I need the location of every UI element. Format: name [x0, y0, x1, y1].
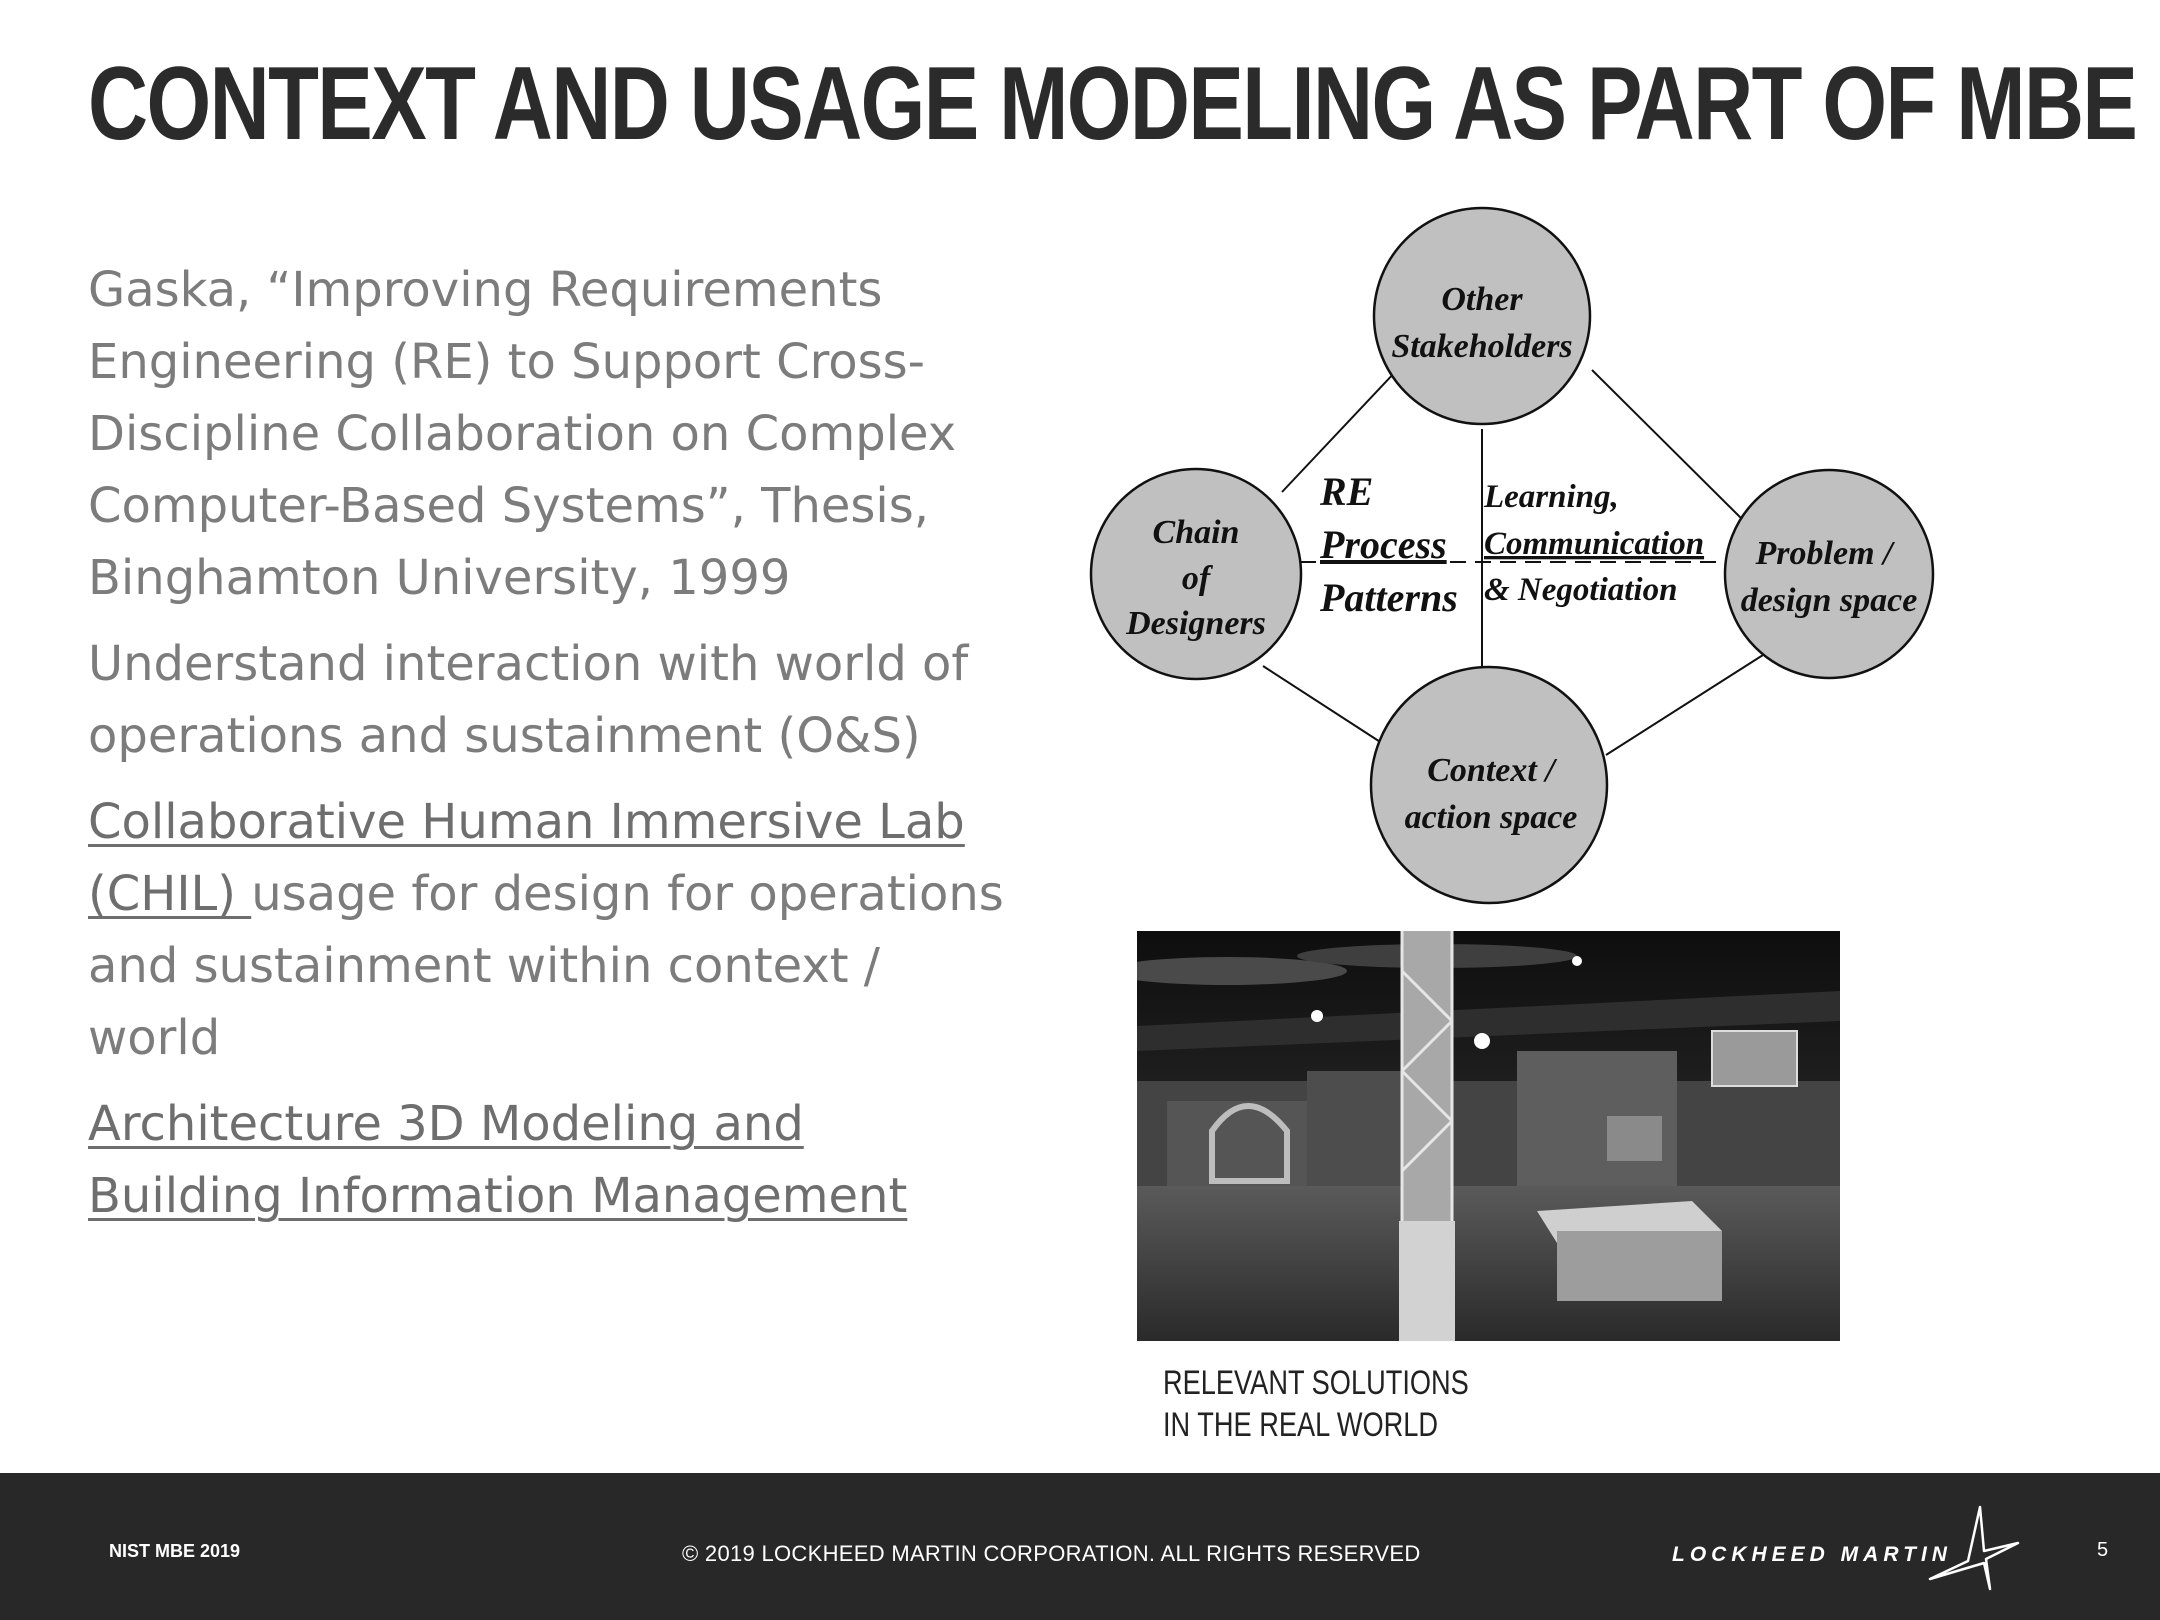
- page-number: 5: [2097, 1539, 2109, 1561]
- bim-paragraph: [88, 1088, 1008, 1232]
- bim-link[interactable]: Architecture 3D Modeling and Building Information Management: [88, 1096, 908, 1224]
- lockheed-martin-logo: [1668, 1503, 2048, 1593]
- problem-design-space-label-1: Problem /: [1755, 535, 1893, 572]
- chil-paragraph: [88, 786, 1008, 1074]
- body-text: [88, 254, 1008, 1246]
- problem-design-space-label-2: design space: [1740, 582, 1918, 619]
- star-icon: [1668, 1503, 2048, 1593]
- chain-of-designers-label-1: Chain: [1152, 514, 1240, 551]
- photo-caption: [1163, 1362, 1469, 1446]
- context-action-space-label-1: Context /: [1427, 752, 1555, 789]
- re-label: RE: [1320, 469, 1374, 514]
- page-title: CONTEXT AND USAGE MODELING AS PART OF MBE: [88, 46, 2137, 162]
- chil-lab-photo: [1137, 931, 1840, 1341]
- negotiation-label: & Negotiation: [1484, 572, 1678, 608]
- patterns-label: Patterns: [1320, 575, 1458, 620]
- context-action-space-label-2: action space: [1404, 799, 1578, 836]
- photo-caption-line-2: IN THE REAL WORLD: [1163, 1406, 1439, 1444]
- interaction-paragraph: Understand interaction with world of operations and sustainment (O&S): [88, 636, 969, 764]
- lab-photo-image: [1137, 931, 1840, 1341]
- footer: [0, 1473, 2160, 1620]
- footer-copyright: © 2019 LOCKHEED MARTIN CORPORATION. ALL RIGHTS RESERVED: [682, 1541, 1421, 1566]
- chil-link[interactable]: Collaborative Human Immersive Lab (CHIL): [88, 794, 965, 922]
- photo-caption-line-1: RELEVANT SOLUTIONS: [1163, 1364, 1469, 1402]
- re-process-diagram: [1060, 200, 1960, 920]
- other-stakeholders-label-1: Other: [1441, 281, 1523, 318]
- learning-label: Learning,: [1484, 479, 1619, 515]
- lockheed-martin-logo-text: LOCKHEED MARTIN: [1672, 1543, 1952, 1566]
- chain-of-designers-label-3: Designers: [1126, 605, 1266, 642]
- communication-label: Communication: [1484, 526, 1705, 562]
- citation-paragraph: Gaska, “Improving Requirements Engineering (RE) to Support Cross-Discipline Collaboration on Complex Computer-Based Systems”, Thesis, Binghamton University, 1999: [88, 262, 957, 606]
- chain-of-designers-label-2: of: [1181, 560, 1211, 597]
- footer-event: NIST MBE 2019: [109, 1541, 241, 1561]
- problem-design-space-node: [1725, 470, 1933, 678]
- other-stakeholders-label-2: Stakeholders: [1391, 328, 1573, 365]
- process-label: Process: [1320, 522, 1447, 567]
- chil-paragraph-text: usage for design for operations and sustainment within context / world: [88, 866, 1004, 1066]
